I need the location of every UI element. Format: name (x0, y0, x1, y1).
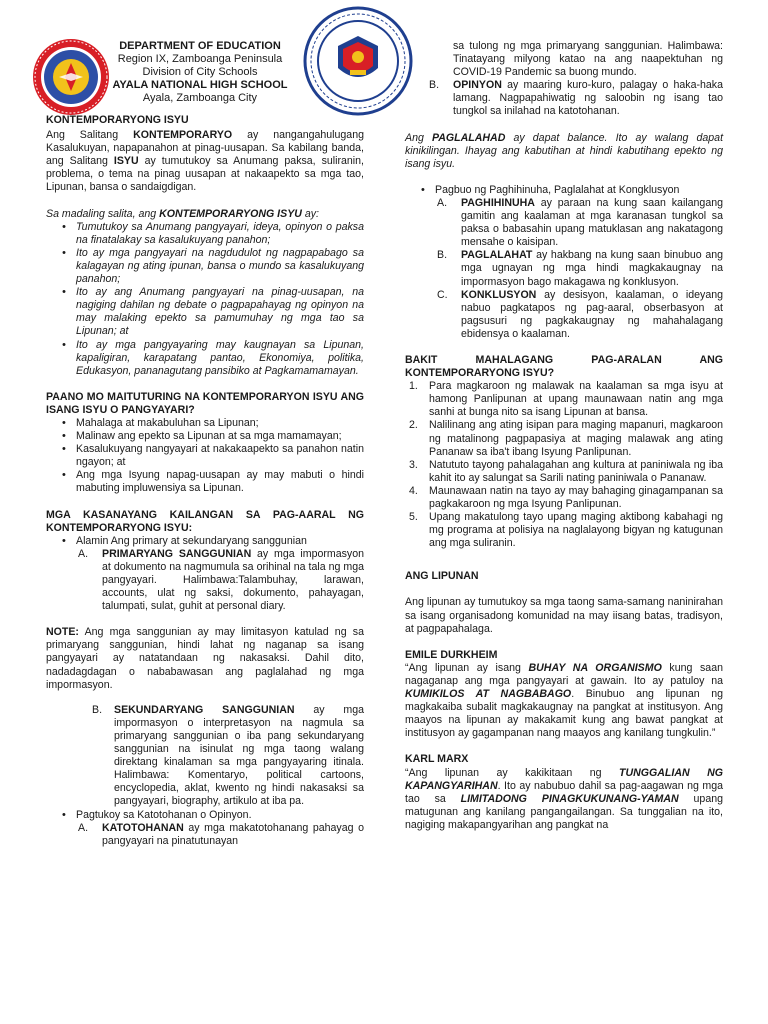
item-letter: A. (78, 547, 89, 560)
sublist-item-opinyon (427, 79, 723, 118)
term-kumikilos: KUMIKILOS AT NAGBABAGO (405, 688, 572, 701)
text-span: kung saan nagaganap ang mga pangyayari at gawain. Ito ay patuloy na (405, 661, 723, 687)
section-title-kasanayan: MGA KASANAYANG KAILANGAN SA PAG-AARAL NG KONTEMPORARYONG ISYU: (46, 508, 364, 534)
text-span: Para magkaroon ng malawak na kaalaman sa mga isyu at hamong Panlipunan at upang maunawaan natin ang mga sanhi at bunga nito sa isang Lipunan at bansa. (429, 380, 723, 419)
text-span: ay mga makatotohanang pahayag o pangyayari na pinatutunayan (102, 821, 364, 847)
list-item-text: Pagbuo ng Paghihinuha, Paglalahat at Kongklusyon (435, 183, 680, 196)
deped-seal-logo (303, 6, 413, 116)
term-paghihinuha: PAGHIHINUHA (461, 196, 535, 209)
item-letter: B. (92, 703, 103, 716)
school-seal-icon (32, 38, 110, 116)
list-item-text: Alamin Ang primary at sekundaryang sanggunian (76, 534, 307, 547)
item-number: 2. (409, 419, 418, 432)
right-column (405, 40, 723, 832)
text-span: ay: (301, 207, 319, 220)
term-tunggalian: TUNGGALIAN NG KAPANGYARIHAN (405, 766, 724, 792)
text-span: ay mga impormasyon o interpretasyon na nagmula sa primaryang sanggunian o iba pang sekundaryang sanggunian na isinulat ng mga taong walang direktang kinalaman sa mga pangyayaring itinala. Halimbawa: Komentaryo, political cartoons, encyclopedia, aklat, kwento ng hindi nakasaksi sa pangyayari, biography, artikulo at iba pa. (114, 703, 364, 808)
left-column (46, 114, 364, 848)
list-item (405, 459, 723, 485)
text-span: ay maaring kuro-kuro, palagay o haka-haka lamang. Nagpapahiwatig ng saloobin ng isang tao tungkol sa inilahad na katotohanan. (453, 79, 723, 118)
note-label: NOTE: (46, 626, 79, 639)
division-line: Division of City Schools (142, 66, 258, 78)
summary-intro (46, 208, 364, 221)
term-limitadong-yaman: LIMITADONG PINAGKUKUNANG-YAMAN (460, 792, 679, 805)
list-item-text: Pagtukoy sa Katotohanan o Opinyon. (76, 808, 252, 821)
reasons-list (405, 380, 723, 550)
item-number: 5. (409, 511, 418, 524)
text-span: ay desisyon, kaalaman, o ideyang nabuo pagkatapos ng pag-aaral, obserbasyon at pagsusuri ng pagkakaugnay ng mahahalagang ebidensya o kaalaman. (461, 288, 723, 340)
text-span: ay nangangahulugang Kasalukuyan, napapanahon at pinag-uusapan. Sa kabilang banda, ang Salitang (46, 129, 364, 168)
term-paglalahad: PAGLALAHAD (431, 131, 506, 144)
text-span: Ang mga sanggunian ay may limitasyon katulad ng sa primaryang sanggunian, hindi lahat ng naganap sa isang pangyayari ay natatandaan ng nakasaksi. Dahil dito, nadadagdagan o nababawasan ang paglalahad ng mga impormasyon. (46, 626, 364, 691)
item-letter: B. (437, 249, 448, 262)
item-letter: C. (437, 288, 448, 301)
list-item: • Kasalukuyang nangyayari at nakakaapekto sa panahon natin ngayon; at (46, 443, 364, 469)
skills-list-2 (46, 809, 364, 848)
school-address: Ayala, Zamboanga City (142, 92, 258, 104)
text-span: Ang Salitang (46, 129, 134, 142)
text-span: . Ito ay nabubuo dahil sa pag-aagawan ng mga tao sa (405, 779, 723, 805)
list-item (405, 184, 723, 341)
list-item: • Ang mga Isyung napag-uusapan ay may mabuti o hindi mabuting impluwensiya sa Lipunan. (46, 469, 364, 495)
paglalahad-paragraph (405, 132, 723, 171)
item-number: 3. (409, 458, 418, 471)
durkheim-quote (405, 662, 723, 741)
list-item: • Malinaw ang epekto sa Lipunan at sa mga mamamayan; (46, 430, 364, 443)
term-buhay-na-organismo: BUHAY NA ORGANISMO (528, 661, 662, 674)
text-span: . Binubuo ang lipunan ng magkakaiba subalit magkakaugnay na pangkat at institusyon. Ang maayos na lipunan ay makakamit kung ang bawat pangkat at institusyon ay gagampanan nang maayos ang kanilang tungkulin.” (405, 688, 723, 740)
text-span: ay dapat balance. Ito ay walang dapat kinikilingan. Ihayag ang kabutihan at hindi kabutihang epekto ng isang isyu. (405, 131, 724, 170)
dept-title: DEPARTMENT OF EDUCATION (119, 40, 281, 52)
inference-sublist (435, 197, 723, 341)
sublist-item-sekundarya (90, 704, 364, 809)
term-katotohanan: KATOTOHANAN (102, 821, 184, 834)
list-item (405, 419, 723, 458)
term-isyu: ISYU (113, 155, 139, 168)
term-opinyon: OPINYON (453, 79, 502, 92)
item-letter: A. (437, 196, 448, 209)
list-item (46, 809, 364, 848)
sublist-item-konklusyon (435, 289, 723, 341)
marx-quote (405, 767, 723, 832)
text-span: ay tumutukoy sa Anumang paksa, suliranin, problema, o tema na pinag uusapan at nakaapekto sa mga tao, Lipunan, bansa o sandaigdigan. (46, 155, 364, 194)
source-sublist (76, 548, 364, 613)
list-item (405, 380, 723, 419)
list-item: • Ito ay mga pangyayaring may kaugnayan sa Lipunan, kapaligiran, karapatang pantao, Ekonomiya, politika, Edukasyon, pananagutang pansibiko at Pagkamamamayan. (46, 339, 364, 378)
list-item (405, 485, 723, 511)
sublist-item-paglalahat (435, 249, 723, 288)
skills-list (46, 535, 364, 614)
term-paglalahat: PAGLALAHAT (461, 249, 533, 262)
term-kontemporaryo: KONTEMPORARYO (133, 129, 233, 142)
term-sekundaryang-sanggunian: SEKUNDARYANG SANGGUNIAN (114, 703, 295, 716)
definition-list (46, 221, 364, 378)
fact-sublist (76, 822, 364, 848)
text-span: Maunawaan natin na tayo ay may bahaging ginagampanan sa pagkakaroon ng mga Isyung Panlipunan. (429, 484, 723, 510)
sublist-item-katotohanan (76, 822, 364, 848)
list-item (46, 535, 364, 614)
list-item: • Ito ay ang Anumang pangyayari na pinag-uusapan, na nagiging dahilan ng debate o pagpapahayag ng opinyon na may malaking epekto sa pamumuhay ng mga tao sa Lipunan; at (46, 286, 364, 338)
letterhead (100, 40, 300, 105)
section-title-ang-lipunan: ANG LIPUNAN (405, 570, 479, 583)
text-span: Nalilinang ang ating isipan para maging mapanuri, magkaroon ng matalinong pagpapasiya at maging malawak ang ating Pananaw sa iba't ibang Isyung Panlipunan. (429, 419, 723, 458)
criteria-list (46, 417, 364, 496)
section-title-kontemporaryong-isyu: KONTEMPORARYONG ISYU (46, 114, 189, 126)
item-number: 4. (409, 484, 418, 497)
inference-list (405, 184, 723, 341)
list-item (405, 511, 723, 550)
text-span: ay mga impormasyon at dokumento na nagmumula sa orihinal na tala ng mga pangyayari. Halimbawa:Talambuhay, larawan, accounts, ulat ng saksi, dokumento, pahayagan, talumpati, sulat, guhit at personal diary. (102, 547, 364, 613)
term-kontemporaryong-isyu: KONTEMPORARYONG ISYU (159, 207, 302, 220)
sublist-item-primarya (76, 548, 364, 613)
text-span: upang matugunan ang kanilang pangangailangan. Sa tunggalian na ito, nagiging makapangyarihan ang pangkat na (405, 792, 723, 831)
section-title-emile-durkheim: EMILE DURKHEIM (405, 648, 498, 661)
school-name: AYALA NATIONAL HIGH SCHOOL (112, 79, 288, 91)
text-span: Upang makatulong tayo upang maging aktibong kabahagi ng mg programa at polisiya na naglalayong bigyan ng katugunan ang mga suliranin. (429, 511, 723, 550)
list-item: • Ito ay mga pangyayari na nagdudulot ng nagpapabago sa kalagayan ng ating ipunan, bansa o mundo sa kasalukuyang panahon; (46, 247, 364, 286)
text-span: ay paraan na kung saan kailangang gamitin ang kaalaman at mga karanasan tungkol sa paksa o babasahin upang matuklasan ang nakatagong mensahe o kaisipan. (461, 196, 723, 249)
text-span: Ang (405, 131, 432, 144)
section-title-bakit: BAKIT MAHALAGANG PAG-ARALAN ANG KONTEMPORARYONG ISYU? (405, 353, 723, 380)
item-number: 1. (409, 380, 418, 393)
text-span: “Ang lipunan ay isang (405, 661, 529, 674)
katotohanan-continued: sa tulong ng mga primaryang sanggunian. Halimbawa: Tinatayang milyong katao na ang naapektuhan ng COVID-19 Pandemic sa buong mundo. (453, 40, 723, 79)
school-seal-logo (32, 38, 110, 116)
section-title-paano: PAANO MO MAITUTURING NA KONTEMPORARYON ISYU ANG ISANG ISYU O PANGYAYARI? (46, 390, 364, 416)
opinion-sublist (405, 79, 723, 118)
lipunan-paragraph: Ang lipunan ay tumutukoy sa mga taong sama-samang naninirahan sa isang organisadong komunidad na may iisang batas, tradisyon, at pagpapahalaga. (405, 596, 723, 635)
item-letter: B. (429, 79, 440, 92)
text-span: Natututo tayong pahalagahan ang kultura at paniniwala ng iba kahit ito ay salungat sa Sarili nating paniniwala o Pananaw. (429, 458, 723, 484)
region-line: Region IX, Zamboanga Peninsula (117, 53, 283, 65)
note-paragraph (46, 626, 364, 691)
text-span: “Ang lipunan ay kakikitaan ng (405, 766, 620, 779)
text-span: ay hakbang na kung saan binubuo ang mga ugnayan ng mga hindi magkakaugnay na impormasyon bago makagawa ng konklusyon. (461, 249, 723, 288)
text-span: Sa madaling salita, ang (46, 207, 160, 220)
item-letter: A. (78, 821, 89, 834)
deped-seal-icon (303, 6, 413, 116)
source-sublist-b (46, 704, 364, 809)
sublist-item-paghihinuha (435, 197, 723, 249)
definition-paragraph (46, 129, 364, 194)
list-item: • Tumutukoy sa Anumang pangyayari, ideya, opinyon o paksa na finatalakay sa kasalukuyang panahon; (46, 221, 364, 247)
term-primaryang-sanggunian: PRIMARYANG SANGGUNIAN (102, 547, 252, 560)
list-item: • Mahalaga at makabuluhan sa Lipunan; (46, 417, 364, 430)
section-title-karl-marx: KARL MARX (405, 753, 469, 766)
term-konklusyon: KONKLUSYON (461, 288, 537, 301)
